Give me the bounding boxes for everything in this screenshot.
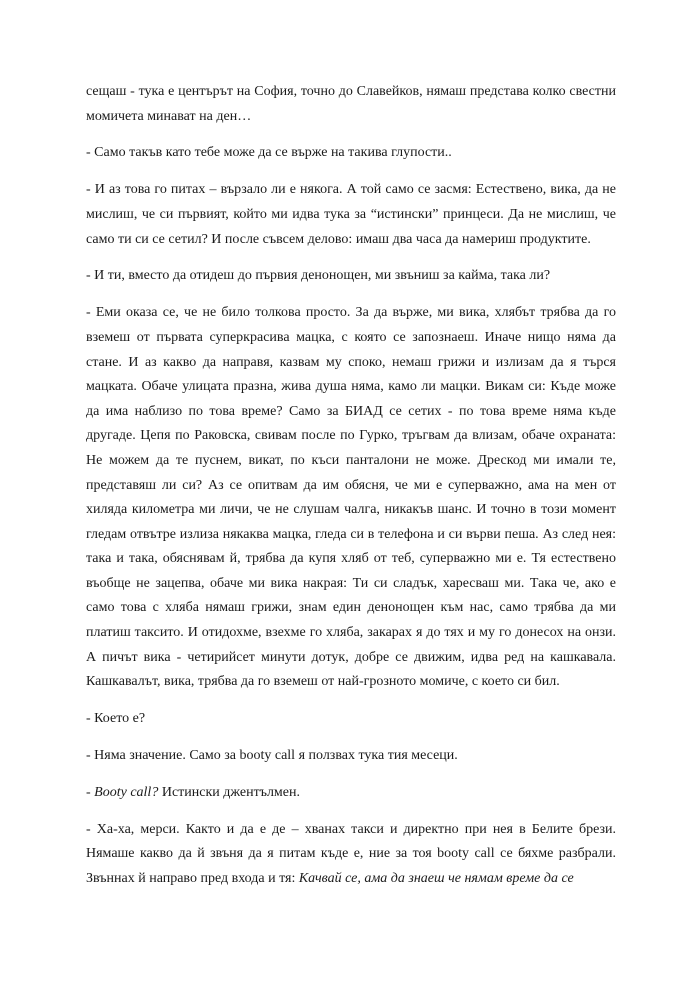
text-segment: сещаш - тука е центърът на София, точно до Славейков, нямаш представа колко свестни момичета минават на ден… (86, 84, 616, 124)
text-segment: - И аз това го питах – вързало ли е някога. А той само се засмя: Естествено, вика, да не мислиш, че си първият, който ми идва тука за “истински” принцеси. Да не мислиш, че само ти си се сетил? И после съвсем делово: имаш два часа да намериш продуктите. (86, 182, 616, 247)
paragraph (86, 178, 616, 252)
text-segment: - Ха-ха, мерси. Както и да е де – хванах такси и директно при нея в Белите брези. Нямаше какво да й звъня да я питам къде е, ние за тоя booty call се бяхме разбрали. Звъннах й направо пред входа и тя: (86, 821, 616, 886)
text-segment: - Което е? (86, 711, 146, 727)
text-segment: - Еми оказа се, че не било толкова просто. За да върже, ми вика, хлябът трябва да го вземеш от първата суперкрасива мацка, с която се запознаеш. Иначе нищо няма да стане. И аз какво да направя, казвам му споко, немаш грижи и излизам да я търся мацката. Обаче улицата празна, жива душа няма, камо ли мацки. Викам си: Къде може да има наблизо по това време? Само за БИАД се сетих - по това време няма къде другаде. Цепя по Раковска, свивам после по Гурко, тръгвам да влизам, обаче охраната: Не можем да те пуснем, викат, по къси панталони не може. Дрескод ми имали те, представяш ли си? Аз се опитвам да им обясня, че ми е суперважно, ама на мен от хиляда километра ми личи, че не слушам чалга, никакъв шанс. И точно в този момент гледам отвътре излиза някаква мацка, гледа си в телефона и си върви пеша. Аз след нея: така и така, обяснявам й, трябва да купя хляб от теб, суперважно ми е. Тя естествено въобще не зацепва, обаче ми вика накрая: Ти си сладък, харесваш ми. Така че, ако е само това с хляба нямаш грижи, знам един денонощен към нас, само трябва да ми платиш таксито. И отидохме, взехме го хляба, закарах я до тях и му го донесох на онзи. А пичът вика - четирийсет минути дотук, добре се движим, идва ред на кашкавала. Кашкавалът, вика, трябва да го вземеш от най-грозното момиче, с което си бил. (86, 305, 616, 690)
text-segment: - Няма значение. Само за booty call я ползвах тука тия месеци. (86, 748, 458, 764)
text-segment: - (86, 784, 95, 800)
text-segment: Истински джентълмен. (158, 784, 300, 800)
paragraph (86, 707, 616, 732)
paragraph (86, 141, 616, 166)
document-body (86, 80, 616, 892)
italic-text-segment: Качвай се, ама да знаеш че нямам време да се (298, 871, 574, 886)
paragraph (86, 264, 616, 289)
paragraph (86, 818, 616, 892)
paragraph (86, 781, 616, 806)
paragraph (86, 80, 616, 129)
paragraph (86, 301, 616, 695)
paragraph (86, 744, 616, 769)
text-segment: - Само такъв като тебе може да се върже на такива глупости.. (86, 145, 452, 161)
italic-text-segment: Booty call? (94, 784, 159, 800)
text-segment: - И ти, вместо да отидеш до първия денонощен, ми звъниш за кайма, така ли? (86, 268, 551, 284)
